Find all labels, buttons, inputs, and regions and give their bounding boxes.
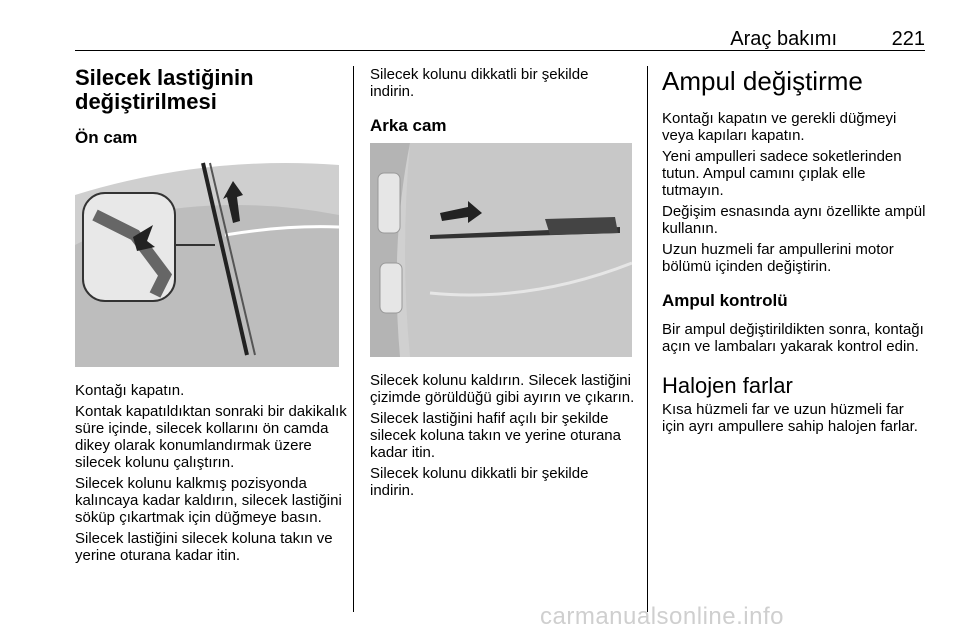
column-3 — [662, 66, 927, 435]
paragraph: Yeni ampulleri sadece soketlerinden tutun. Ampul camını çıplak elle tutmayın. — [662, 148, 902, 199]
column-1-body — [75, 382, 347, 564]
column-divider-1 — [353, 66, 354, 612]
rear-wiper-illustration — [370, 143, 632, 357]
watermark: carmanualsonline.info — [540, 603, 784, 630]
section-heading-wiper: Silecek lastiğinin değiştirilmesi — [75, 65, 254, 114]
header-title: Araç bakımı — [730, 28, 837, 50]
section-heading-bulb: Ampul değiştirme — [662, 66, 863, 96]
paragraph: Silecek lastiğini silecek koluna takın ve yerine oturana kadar itin. — [75, 530, 333, 564]
paragraph: Silecek kolunu kalkmış pozisyonda kalıncaya kadar kaldırın, silecek lastiğini söküp çıkartmak için düğmeye basın. — [75, 475, 342, 526]
paragraph: Kontak kapatıldıktan sonraki bir dakikalık süre içinde, silecek kollarını ön camda dikey olarak konumlandırmak üzere silecek kolunu çalıştırın. — [75, 403, 347, 471]
subheading-halogen: Halojen farlar — [662, 373, 793, 398]
paragraph: Kısa hüzmeli far ve uzun hüzmeli far için ayrı ampullere sahip halojen farlar. — [662, 401, 918, 435]
header-rule — [75, 50, 925, 51]
paragraph: Silecek kolunu kaldırın. Silecek lastiğini çizimde görüldüğü gibi ayırın ve çıkarın. — [370, 372, 635, 406]
windscreen-wiper-illustration — [75, 155, 339, 367]
paragraph: Uzun huzmeli far ampullerini motor bölümü içinden değiştirin. — [662, 241, 894, 275]
column-2 — [370, 66, 635, 136]
subheading-bulb-check: Ampul kontrolü — [662, 291, 788, 310]
page-number: 221 — [891, 28, 925, 50]
paragraph: Silecek kolunu dikkatli bir şekilde indirin. — [370, 465, 589, 499]
paragraph: Bir ampul değiştirildikten sonra, kontağı açın ve lambaları yakarak kontrol edin. — [662, 321, 924, 355]
column-divider-2 — [647, 66, 648, 612]
column-1 — [75, 66, 340, 148]
paragraph: Değişim esnasında aynı özellikte ampül kullanın. — [662, 203, 926, 237]
paragraph: Silecek lastiğini hafif açılı bir şekilde silecek koluna takın ve yerine oturana kadar itin. — [370, 410, 621, 461]
paragraph: Kontağı kapatın ve gerekli düğmeyi veya kapıları kapatın. — [662, 110, 897, 144]
subheading-rear-window: Arka cam — [370, 116, 447, 135]
column-2-body — [370, 372, 636, 499]
paragraph: Kontağı kapatın. — [75, 382, 185, 399]
paragraph: Silecek kolunu dikkatli bir şekilde indirin. — [370, 66, 589, 100]
subheading-windscreen: Ön cam — [75, 128, 138, 147]
